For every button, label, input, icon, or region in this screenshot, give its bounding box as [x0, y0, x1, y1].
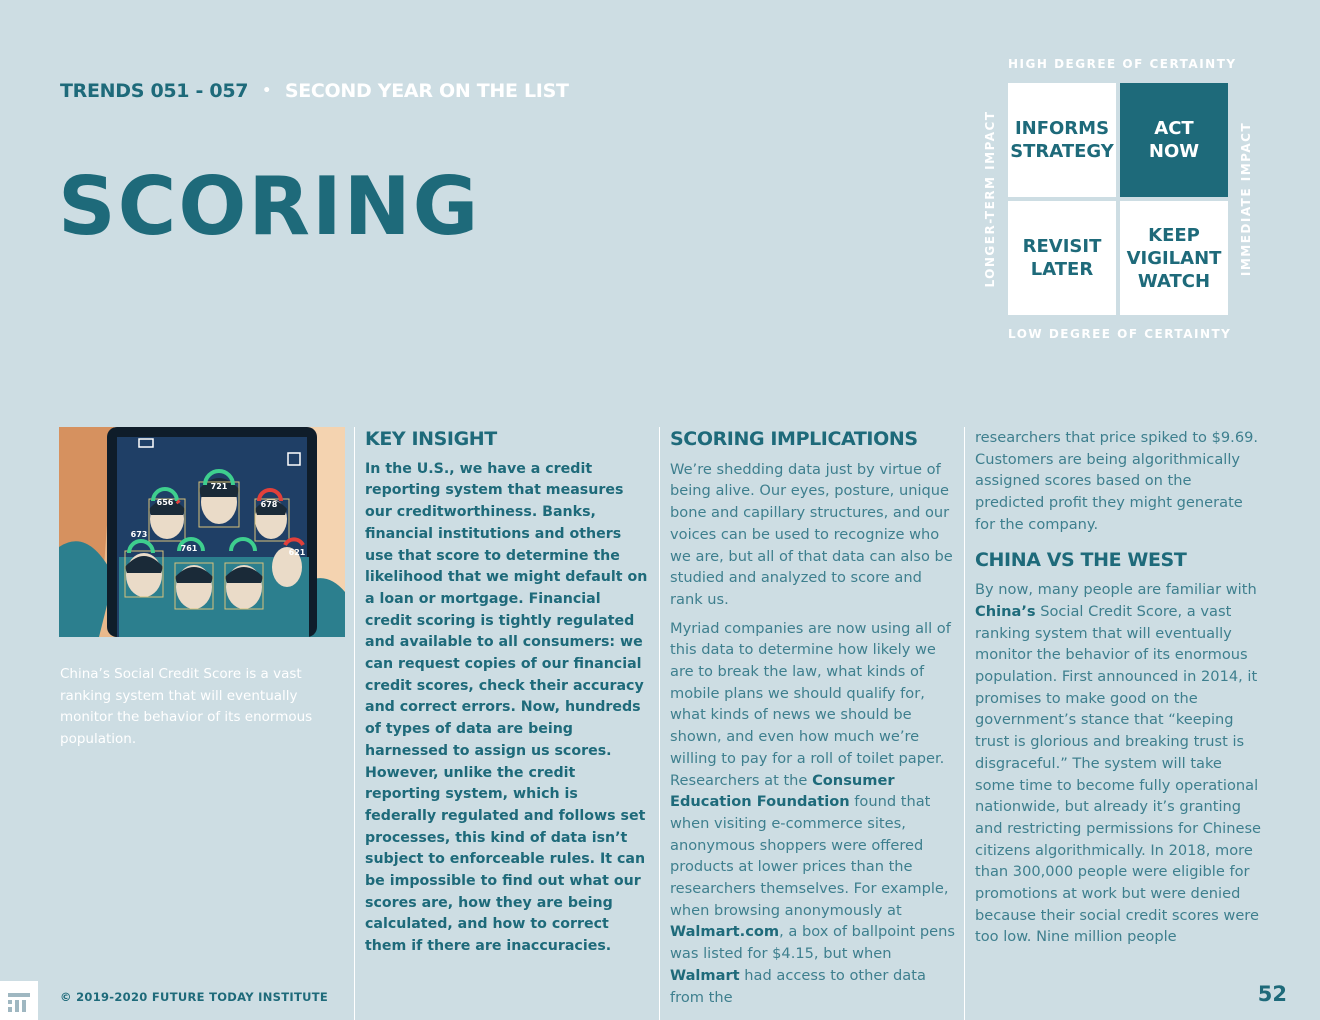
implications-column	[670, 427, 957, 1015]
matrix-cell-revisit-later: REVISIT LATER	[1008, 201, 1116, 315]
continuation-paragraph: researchers that price spiked to $9.69. Customers are being algorithmically assigned scores based on the predicted profit they might generate for the company.	[975, 429, 1259, 533]
page-title: SCORING	[58, 160, 481, 253]
fti-logo	[0, 981, 38, 1020]
implications-heading: SCORING IMPLICATIONS	[670, 428, 918, 450]
column-divider	[659, 427, 660, 1020]
key-insight-heading: KEY INSIGHT	[365, 428, 497, 450]
text-run: found that when visiting e-commerce sites, anonymous shoppers were offered products at lower prices than the researchers themselves. For example, when browsing anonymously at	[670, 793, 949, 919]
text-run: had access to other data from the	[670, 966, 926, 1006]
image-caption: China’s Social Credit Score is a vast ranking system that will eventually monitor the behavior of its enormous population.	[60, 666, 313, 747]
text-run: Social Credit Score, a vast ranking system that will eventually monitor the behavior of its enormous population. First announced in 2014, it promises to make good on the government’s stance that “keeping trust is glorious and breaking trust is disgraceful.” The system will take some time to become fully operational nationwide, but already it’s granting and restricting permissions for Chinese citizens algorithmically. In 2018, more than 300,000 people were eligible for promotions at work but were denied because their social credit scores were too low. Nine million people	[975, 602, 1262, 946]
china-west-heading: CHINA VS THE WEST	[975, 548, 1187, 571]
text-run: By now, many people are familiar with	[975, 581, 1257, 599]
matrix-left-label: LONGER-TERM IMPACT	[983, 110, 997, 288]
china: China’s	[975, 602, 1036, 620]
certainty-matrix	[1008, 83, 1228, 319]
matrix-cell-informs-strategy: INFORMS STRATEGY	[1008, 83, 1116, 197]
score-label: 656	[156, 498, 174, 507]
implications-paragraph-2	[670, 618, 957, 1009]
header-separator: •	[262, 83, 271, 99]
text-run: Myriad companies are now using all of this data to determine how likely we are to break the law, what kinds of mobile plans we should qualify for, what kinds of news we should be shown, and even how much we’re willing to pay for a roll of toilet paper. Researchers at the	[670, 619, 951, 789]
matrix-right-label: IMMEDIATE IMPACT	[1239, 121, 1253, 277]
social-credit-illustration	[59, 427, 345, 637]
trend-range: TRENDS 051 - 057	[60, 80, 249, 102]
key-insight-body: In the U.S., we have a credit reporting system that measures our creditworthiness. Banks, financial institutions and others use that score to determine the likelihood that we might default on a loan or mortgage. Financial credit scoring is tightly regulated and available to all consumers: we can request copies of our financial credit scores, check their accuracy and correct errors. Now, hundreds of types of data are being harnessed to assign us scores. However, unlike the credit reporting system, which is federally regulated and follows set processes, this kind of data isn’t subject to enforceable rules. It can be impossible to find out what our scores are, how they are being calculated, and how to correct them if there are inaccuracies.	[365, 460, 648, 955]
key-insight-column	[365, 427, 652, 965]
matrix-bottom-label: LOW DEGREE OF CERTAINTY	[1008, 327, 1232, 341]
consumer-education-foundation: Consumer Education Foundation	[670, 771, 895, 811]
copyright: © 2019-2020 FUTURE TODAY INSTITUTE	[60, 990, 329, 1004]
matrix-cell-keep-vigilant-watch: KEEP VIGILANT WATCH	[1120, 201, 1228, 315]
score-label: 761	[180, 544, 198, 553]
matrix-top-label: HIGH DEGREE OF CERTAINTY	[1008, 57, 1237, 71]
text-run: , a box of ballpoint pens was listed for $4.15, but when	[670, 923, 955, 963]
china-west-paragraph	[975, 579, 1262, 948]
column-divider	[354, 427, 355, 1020]
matrix-cell-act-now: ACT NOW	[1120, 83, 1228, 197]
score-label: 621	[288, 548, 306, 557]
china-west-column	[975, 427, 1262, 955]
page-number: 52	[1257, 982, 1287, 1006]
score-label: 721	[210, 482, 228, 491]
implications-paragraph-1: We’re shedding data just by virtue of being alive. Our eyes, posture, unique bone and capillary structures, and our voices can be used to recognize who we are, but all of that data can also be studied and analyzed to score and rank us.	[670, 460, 953, 608]
column-divider	[964, 427, 965, 1020]
score-label: 673	[130, 530, 148, 539]
trend-status: SECOND YEAR ON THE LIST	[284, 80, 569, 102]
score-label: 678	[260, 500, 278, 509]
walmart: Walmart	[670, 966, 740, 984]
trend-header	[60, 80, 569, 102]
walmart-com: Walmart.com	[670, 923, 780, 941]
